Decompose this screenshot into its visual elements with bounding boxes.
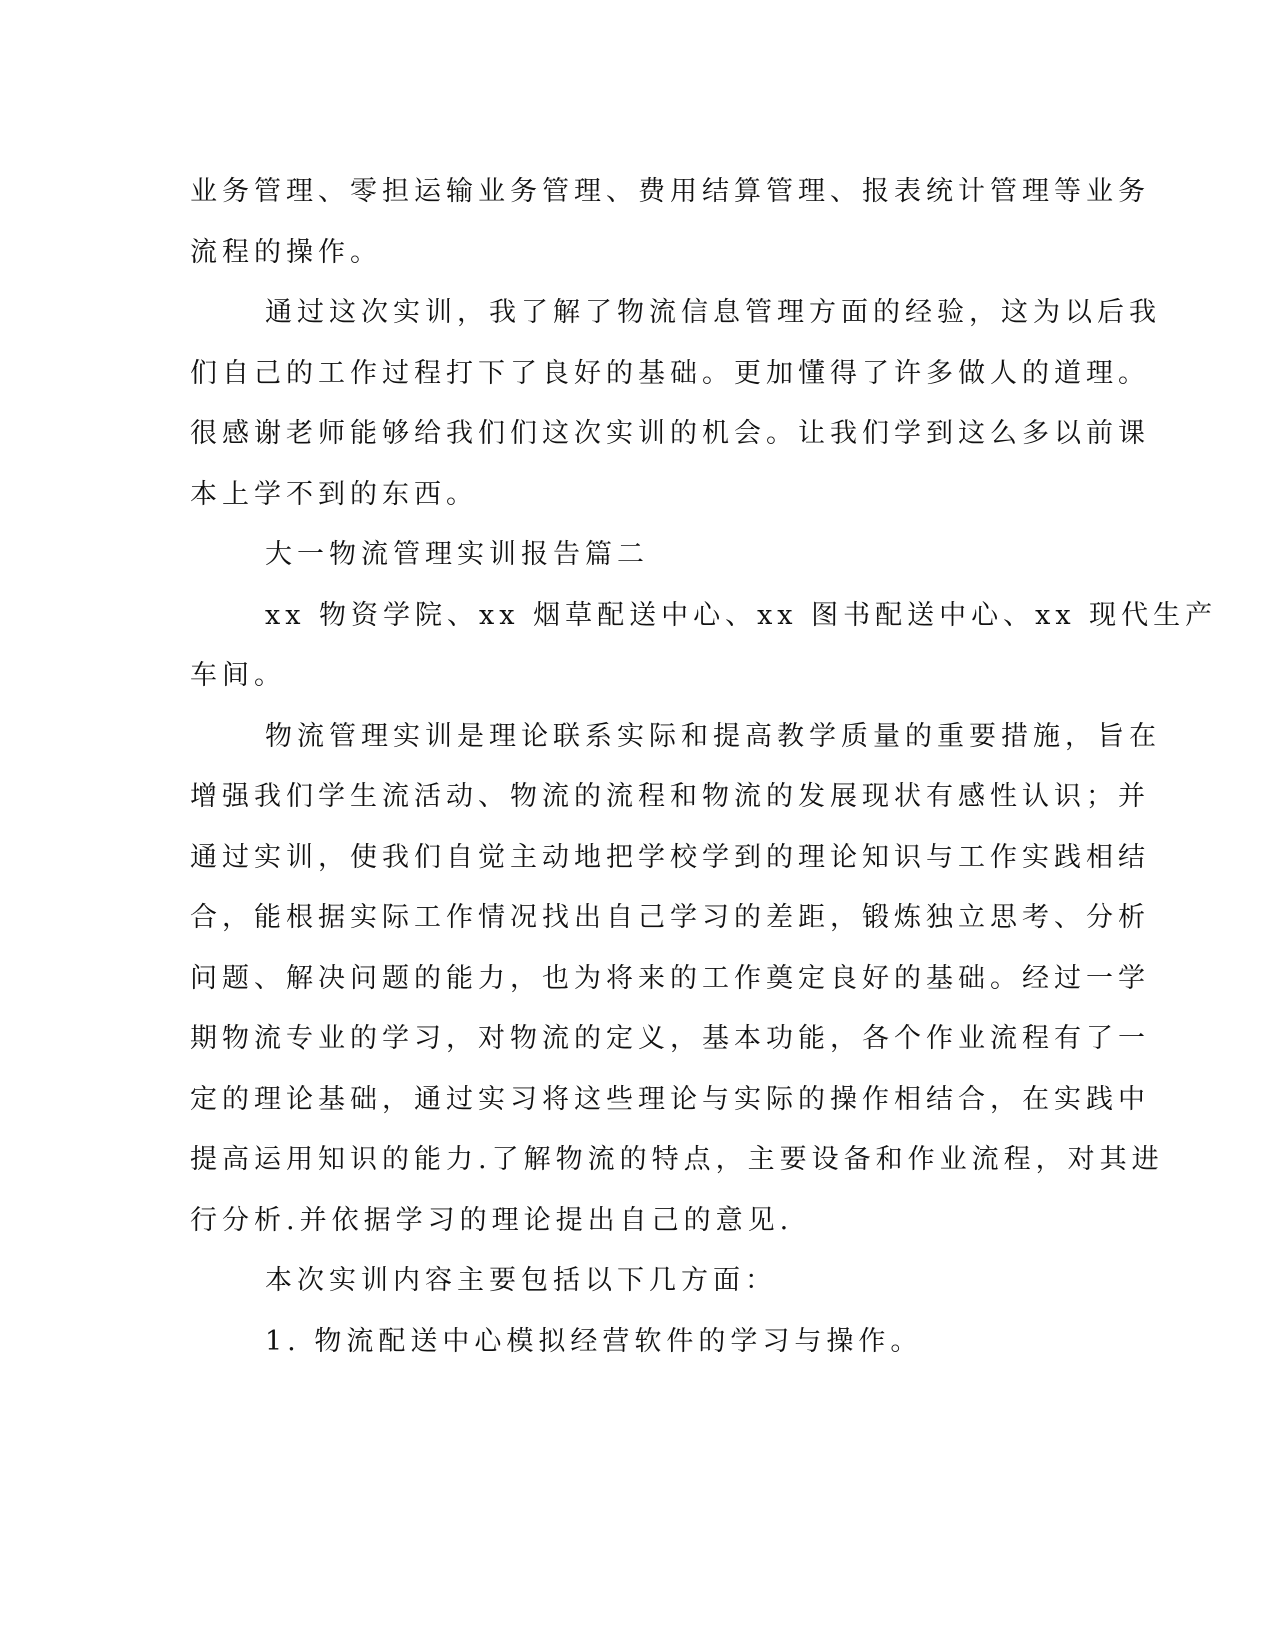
list-item: 1. 物流配送中心模拟经营软件的学习与操作。 [265,1325,923,1357]
text-line: 流程的操作。 [190,236,382,268]
text-line: 合，能根据实际工作情况找出自己学习的差距，锻炼独立思考、分析 [190,902,1150,933]
text-line: 本次实训内容主要包括以下几方面： [265,1265,777,1296]
section-heading: 大一物流管理实训报告篇二 [265,539,649,570]
text-line: 期物流专业的学习，对物流的定义，基本功能，各个作业流程有了一 [190,1023,1150,1054]
text-line: 行分析.并依据学习的理论提出自己的意见. [190,1204,794,1236]
text-line: 通过这次实训，我了解了物流信息管理方面的经验，这为以后我 [265,297,1161,328]
text-line: 业务管理、零担运输业务管理、费用结算管理、报表统计管理等业务 [190,176,1150,207]
text-line: 车间。 [190,660,286,691]
text-line: 们自己的工作过程打下了良好的基础。更加懂得了许多做人的道理。 [190,357,1150,389]
body-text [190,162,1218,1372]
text-line: xx 物资学院、xx 烟草配送中心、xx 图书配送中心、xx 现代生产 [265,599,1218,631]
text-line: 定的理论基础，通过实习将这些理论与实际的操作相结合，在实践中 [190,1083,1150,1115]
text-line: 本上学不到的东西。 [190,478,478,510]
text-line: 物流管理实训是理论联系实际和提高教学质量的重要措施，旨在 [265,720,1161,752]
text-line: 很感谢老师能够给我们们这次实训的机会。让我们学到这么多以前课 [190,418,1150,449]
text-line: 提高运用知识的能力.了解物流的特点，主要设备和作业流程，对其进 [190,1144,1164,1175]
text-line: 问题、解决问题的能力，也为将来的工作奠定良好的基础。经过一学 [190,962,1150,994]
text-line: 通过实训，使我们自觉主动地把学校学到的理论知识与工作实践相结 [190,841,1150,873]
text-line: 增强我们学生流活动、物流的流程和物流的发展现状有感性认识；并 [190,781,1150,812]
